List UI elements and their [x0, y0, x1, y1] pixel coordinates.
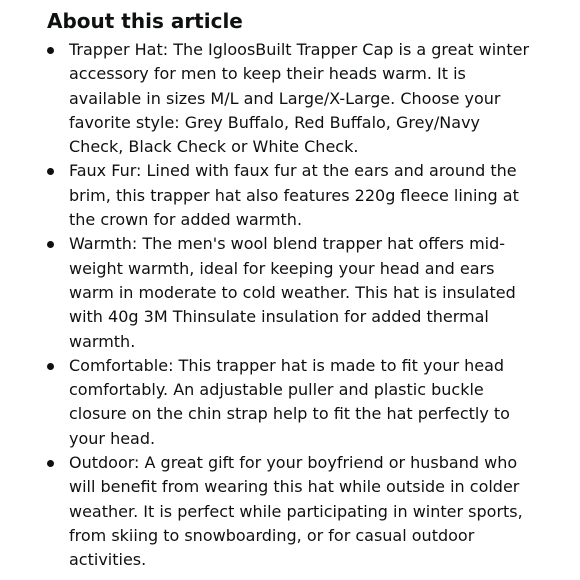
feature-bullet-comfortable	[0, 354, 580, 451]
feature-bullet-faux-fur	[0, 159, 580, 232]
bullet-text: Comfortable: This trapper hat is made to fit your head comfortably. An adjustable puller and plastic buckle closure on the chin strap help to fit the hat perfectly to your head.	[69, 355, 510, 448]
bullet-dot-icon	[47, 47, 54, 54]
bullet-text: Outdoor: A great gift for your boyfriend or husband who will benefit from wearing this hat while outside in colder weather. It is perfect while participating in winter sports, from skiing to snowboarding, or for casual outdoor activities.	[69, 453, 523, 570]
bullet-text: Faux Fur: Lined with faux fur at the ears and around the brim, this trapper hat also features 220g fleece lining at the crown for added warmth.	[69, 161, 519, 230]
feature-bullet-warmth	[0, 232, 580, 353]
bullet-dot-icon	[47, 363, 54, 370]
bullet-text: Trapper Hat: The IgloosBuilt Trapper Cap is a great winter accessory for men to keep their heads warm. It is available in sizes M/L and Large/X-Large. Choose your favorite style: Grey Buffalo, Red Buffalo, Grey/Navy Check, Black Check or White Check.	[69, 40, 530, 157]
feature-bullet-trapper-hat	[0, 38, 580, 159]
bullet-text: Warmth: The men's wool blend trapper hat offers mid-weight warmth, ideal for keeping your head and ears warm in moderate to cold weather. This hat is insulated with 40g 3M Thinsulate insulation for added thermal warmth.	[69, 234, 516, 351]
bullet-dot-icon	[47, 168, 54, 175]
section-heading: About this article	[47, 9, 243, 33]
feature-bullet-list	[0, 38, 580, 573]
feature-bullet-outdoor	[0, 451, 580, 572]
bullet-dot-icon	[47, 241, 54, 248]
bullet-dot-icon	[47, 460, 54, 467]
